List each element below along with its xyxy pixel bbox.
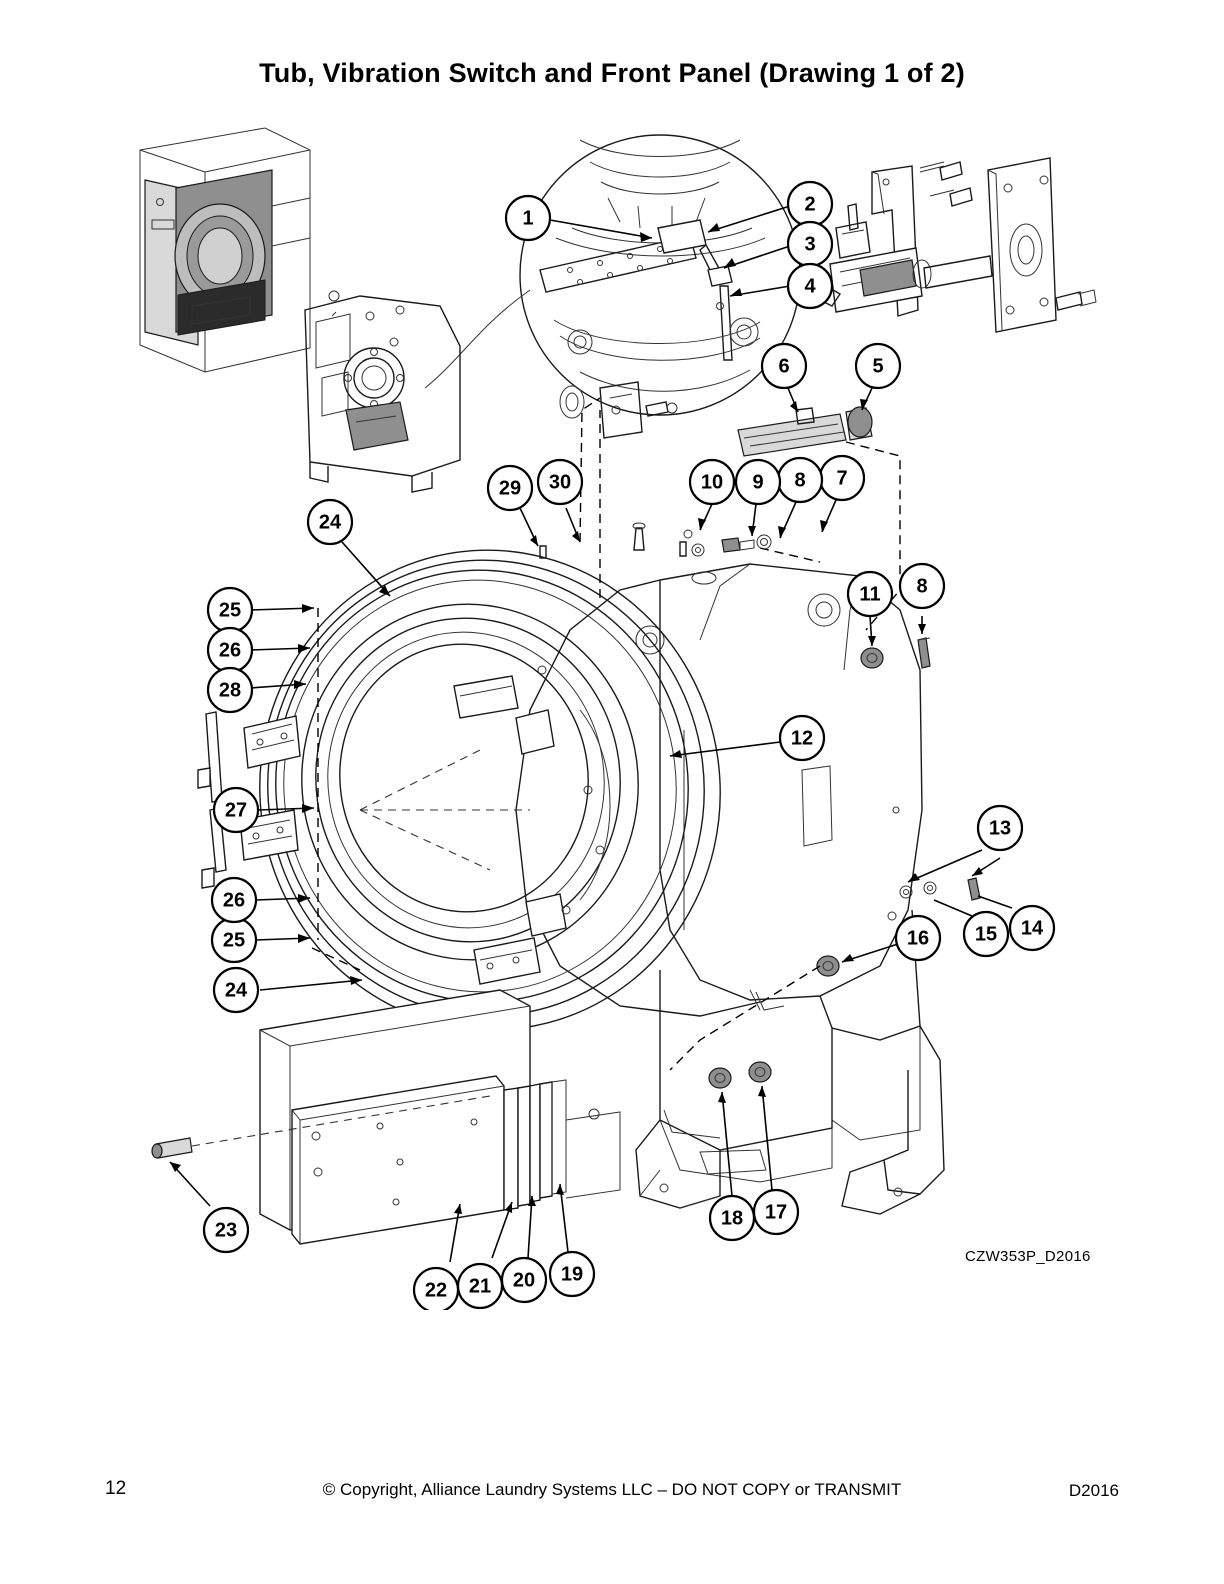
callout-label: 6: [778, 355, 790, 378]
callout-29[interactable]: [488, 466, 532, 510]
door-handle-assembly: [738, 407, 872, 456]
callout-label: 13: [988, 817, 1012, 840]
callout-7[interactable]: [820, 456, 864, 500]
callout-label: 2: [804, 193, 816, 216]
callout-label: 20: [512, 1269, 536, 1292]
front-panel-assembly: [152, 990, 620, 1244]
callout-23[interactable]: [204, 1208, 248, 1252]
bearing-housing-assembly: [305, 291, 460, 492]
callout-label: 15: [974, 923, 998, 946]
callout-24[interactable]: [308, 500, 352, 544]
callout-25-bottom[interactable]: [212, 918, 256, 962]
callout-11[interactable]: [848, 572, 892, 616]
callout-5[interactable]: [856, 344, 900, 388]
callout-13[interactable]: [978, 806, 1022, 850]
callout-21[interactable]: [458, 1264, 502, 1308]
callout-label: 4: [804, 275, 816, 298]
callout-label: 26: [218, 639, 242, 662]
callout-15[interactable]: [964, 912, 1008, 956]
callout-2[interactable]: [788, 182, 832, 226]
callout-8-right[interactable]: [900, 564, 944, 608]
callout-label: 7: [836, 467, 848, 490]
callout-9[interactable]: [736, 460, 780, 504]
callout-26[interactable]: [208, 628, 252, 672]
front-ring-assembly: [198, 520, 751, 1059]
callout-8[interactable]: [778, 458, 822, 502]
callout-19[interactable]: [550, 1252, 594, 1296]
callout-17[interactable]: [754, 1190, 798, 1234]
small-bracket-parts: [560, 382, 677, 438]
callout-label: 11: [859, 583, 881, 606]
page-title: Tub, Vibration Switch and Front Panel (Drawing 1 of 2): [259, 58, 965, 88]
callout-22[interactable]: [414, 1268, 458, 1310]
callout-label: 24: [318, 511, 342, 534]
callout-label: 23: [214, 1219, 238, 1242]
callout-label: 8: [916, 575, 928, 598]
callout-26-bottom[interactable]: [212, 878, 256, 922]
callout-label: 18: [720, 1207, 744, 1230]
vibration-switch-assembly: [820, 158, 1096, 332]
detail-view-circle: [425, 135, 800, 415]
callout-label: 28: [218, 679, 242, 702]
footer-revision: D2016: [1068, 1481, 1119, 1500]
callout-label: 12: [790, 727, 814, 750]
parts-diagram: [60, 110, 1170, 1310]
callout-label: 9: [752, 471, 764, 494]
callout-18[interactable]: [710, 1196, 754, 1240]
callout-28[interactable]: [208, 668, 252, 712]
callout-label: 16: [906, 927, 930, 950]
callout-label: 26: [222, 889, 246, 912]
machine-thumbnail: [140, 128, 310, 372]
callout-20[interactable]: [502, 1258, 546, 1302]
callout-label: 14: [1020, 917, 1044, 940]
callout-3[interactable]: [788, 222, 832, 266]
callout-10[interactable]: [690, 460, 734, 504]
callout-16[interactable]: [896, 916, 940, 960]
callout-label: 27: [224, 799, 248, 822]
callout-label: 30: [548, 471, 572, 494]
callout-label: 5: [872, 355, 884, 378]
callout-label: 24: [224, 979, 248, 1002]
callout-6[interactable]: [762, 344, 806, 388]
callout-label: 1: [522, 207, 534, 230]
callout-label: 25: [218, 599, 242, 622]
callout-label: 21: [468, 1275, 492, 1298]
callout-30[interactable]: [538, 460, 582, 504]
callout-27[interactable]: [214, 788, 258, 832]
callout-25[interactable]: [208, 588, 252, 632]
callout-4[interactable]: [788, 264, 832, 308]
callout-12[interactable]: [780, 716, 824, 760]
callout-14[interactable]: [1010, 906, 1054, 950]
callout-24-bottom[interactable]: [214, 968, 258, 1012]
callout-label: 22: [424, 1279, 448, 1302]
drawing-code: CZW353P_D2016: [965, 1248, 1091, 1265]
callout-label: 29: [498, 477, 522, 500]
footer-page-number: 12: [105, 1478, 127, 1499]
callout-label: 17: [764, 1201, 788, 1224]
footer-copyright: © Copyright, Alliance Laundry Systems LLC – DO NOT COPY or TRANSMIT: [322, 1480, 902, 1499]
callout-label: 8: [794, 469, 806, 492]
callout-label: 25: [222, 929, 246, 952]
callout-label: 10: [700, 471, 724, 494]
callout-label: 3: [804, 233, 816, 256]
page-footer: [0, 1478, 1224, 1518]
callout-1[interactable]: [506, 196, 550, 240]
callout-label: 19: [560, 1263, 584, 1286]
